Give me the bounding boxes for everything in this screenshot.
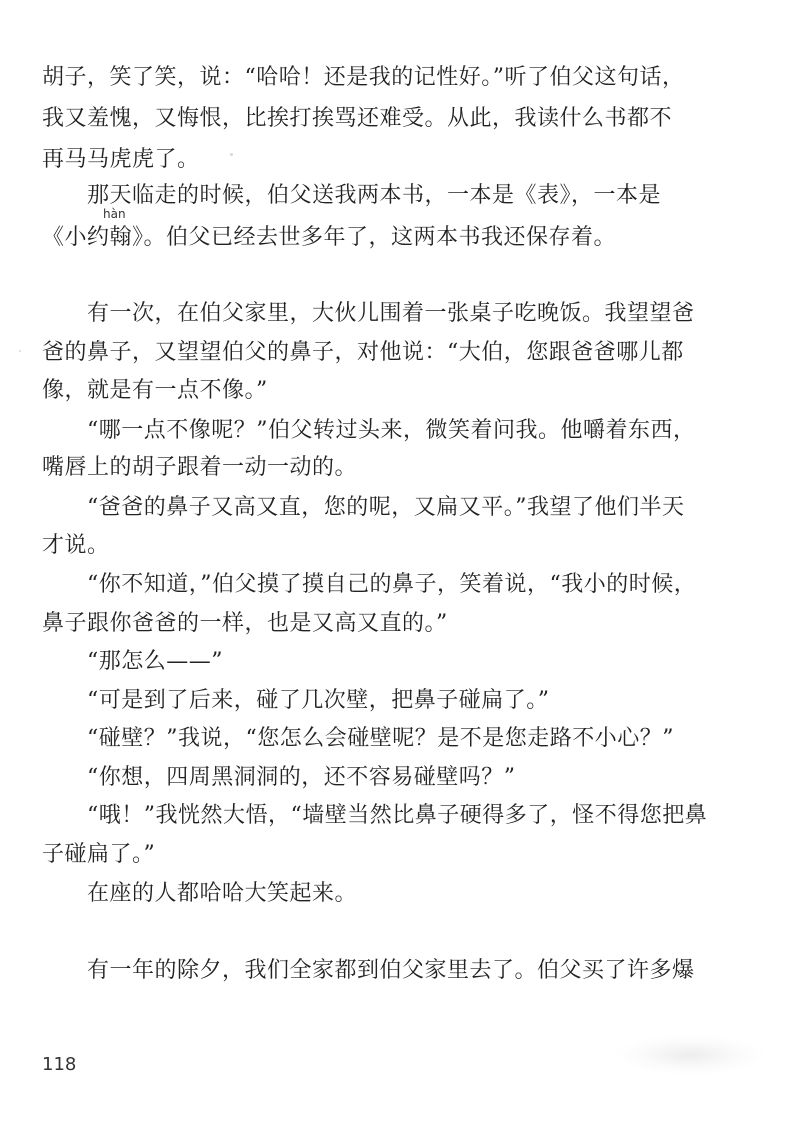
scan-shadow (615, 1035, 765, 1075)
text-line-4: 那天临走的时候，伯父送我两本书，一本是《表》，一本是 (42, 183, 662, 208)
text-line-5: 《小约翰》。伯父已经去世多年了，这两本书我还保存着。 (42, 225, 617, 250)
scan-speck (19, 350, 21, 352)
text-line-14: 鼻子跟你爸爸的一样，也是又高又直的。” (42, 611, 448, 636)
scan-speck (230, 153, 233, 156)
text-line-8: 像，就是有一点不像。” (42, 378, 268, 403)
text-line-12: 才说。 (42, 533, 110, 558)
text-line-13: “你不知道，”伯父摸了摸自己的鼻子，笑着说，“我小的时候， (42, 572, 697, 597)
text-line-18: “你想，四周黑洞洞的，还不容易碰壁吗？” (42, 765, 516, 790)
text-line-3: 再马马虎虎了。 (42, 147, 200, 172)
text-line-2: 我又羞愧，又悔恨，比挨打挨骂还难受。从此，我读什么书都不 (42, 106, 673, 131)
text-line-7: 爸的鼻子，又望望伯父的鼻子，对他说：“大伯，您跟爸爸哪儿都 (42, 340, 684, 365)
text-line-1: 胡子，笑了笑，说：“哈哈！还是我的记性好。”听了伯父这句话， (42, 65, 685, 90)
text-line-21: 在座的人都哈哈大笑起来。 (42, 881, 358, 906)
text-line-11: “爸爸的鼻子又高又直，您的呢，又扁又平。”我望了他们半天 (42, 495, 685, 520)
text-line-9: “哪一点不像呢？”伯父转过头来，微笑着问我。他嚼着东西， (42, 418, 696, 443)
page-number: 118 (42, 1054, 77, 1075)
text-line-20: 子碰扁了。” (42, 842, 156, 867)
pinyin-annotation: hàn (103, 207, 126, 221)
text-line-22: 有一年的除夕，我们全家都到伯父家里去了。伯父买了许多爆 (42, 958, 695, 983)
text-line-17: “碰壁？”我说，“您怎么会碰壁呢？是不是您走路不小心？” (42, 726, 674, 751)
text-line-6: 有一次，在伯父家里，大伙儿围着一张桌子吃晚饭。我望望爸 (42, 301, 695, 326)
text-line-10: 嘴唇上的胡子跟着一动一动的。 (42, 455, 358, 480)
text-line-15: “那怎么——” (42, 649, 223, 674)
text-line-16: “可是到了后来，碰了几次壁，把鼻子碰扁了。” (42, 688, 550, 713)
text-line-19: “哦！”我恍然大悟，“墙壁当然比鼻子硬得多了，怪不得您把鼻 (42, 803, 708, 828)
